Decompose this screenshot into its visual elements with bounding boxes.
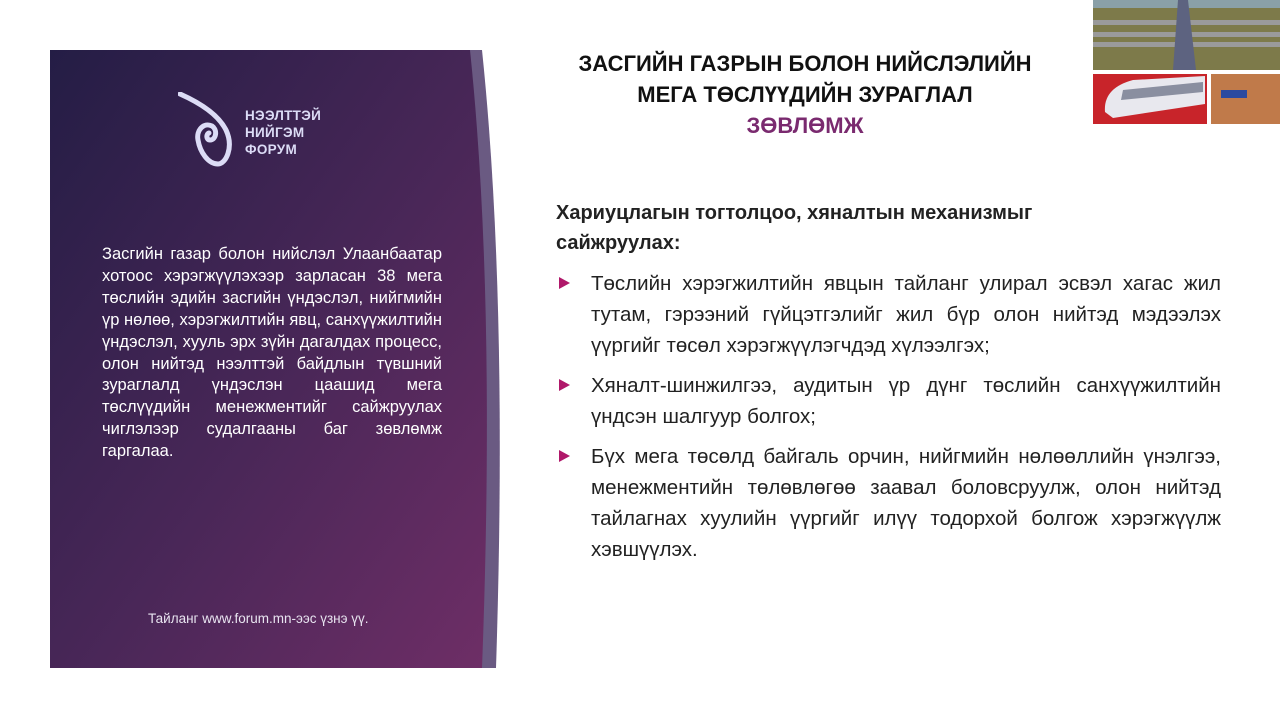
- title-line: МЕГА ТӨСЛҮҮДИЙН ЗУРАГЛАЛ: [637, 82, 973, 107]
- logo-text: [245, 107, 321, 158]
- forum-logo-icon: [178, 92, 238, 167]
- logo-line: НЭЭЛТТЭЙ: [245, 108, 322, 123]
- bullet-text: Бүх мега төсөлд байгаль орчин, нийгмийн нөлөөллийн үнэлгээ, менежментийн төлөвлөгөө заавал боловсруулж, олон нийтэд тайлагнах хуулийн үүргийг илүү тодорхой болгож хэрэгжүүлж хэвшүүлэх.: [591, 445, 1221, 561]
- project-photos: [1093, 0, 1280, 124]
- list-item: [556, 370, 1221, 432]
- logo-line: НИЙГЭМ: [245, 125, 305, 140]
- bullet-triangle-icon: [559, 379, 570, 391]
- bullet-triangle-icon: [559, 277, 570, 289]
- logo-line: ФОРУМ: [245, 142, 297, 157]
- construction-photo: [1211, 74, 1280, 124]
- report-link-note: Тайланг www.forum.mn-ээс үзнэ үү.: [148, 611, 369, 626]
- recommendation-list: [556, 268, 1221, 574]
- summary-text: Засгийн газар болон нийслэл Улаанбаатар хотоос хэрэгжүүлэхээр зарласан 38 мега төслийн эдийн засгийн үндэслэл, нийгмийн үр нөлөө, хэрэгжилтийн явц, санхүүжилтийн үндэслэл, хууль эрх зүйн дагалдах процесс, олон нийтэд нээлттэй байдлын түвшний зураглалд үндэслэн цаашид мега төслүүдийн менежментийг сайжруулах чиглэлээр судалгааны баг зөвлөмж гаргалаа.: [102, 245, 442, 461]
- title-subtitle: ЗӨВЛӨМЖ: [746, 113, 864, 138]
- section-heading: Хариуцлагын тогтолцоо, хяналтын механизмыг сайжруулах:: [556, 202, 1033, 254]
- bullet-text: Төслийн хэрэгжилтийн явцын тайланг улирал эсвэл хагас жил тутам, гэрээний гүйцэтгэлийг жил бүр олон нийтэд мэдээлэх үүргийг төсөл хэрэгжүүлэгчдэд хүлээлгэх;: [591, 272, 1221, 357]
- slide-title: [520, 48, 1090, 141]
- bullet-text: Хяналт-шинжилгээ, аудитын үр дүнг төслийн санхүүжилтийн үндсэн шалгуур болгох;: [591, 374, 1221, 428]
- list-item: [556, 268, 1221, 361]
- title-line: ЗАСГИЙН ГАЗРЫН БОЛОН НИЙСЛЭЛИЙН: [578, 51, 1032, 76]
- list-item: [556, 441, 1221, 565]
- bullet-triangle-icon: [559, 450, 570, 462]
